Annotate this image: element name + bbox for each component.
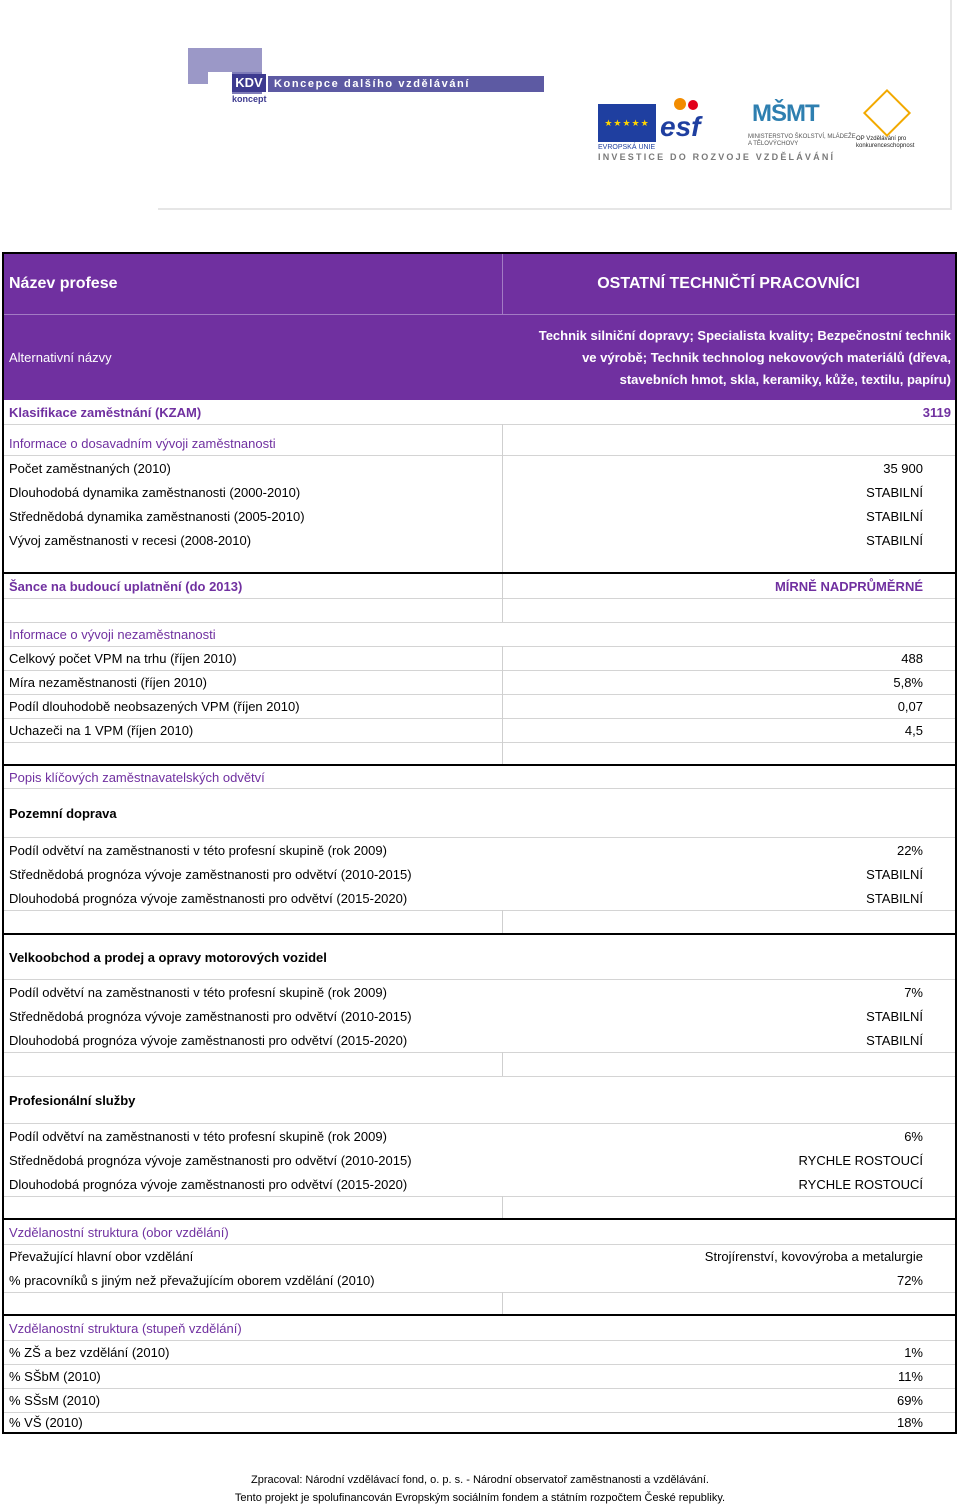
profession-name-row: [4, 254, 955, 314]
sector-name: Profesionální služby: [9, 1092, 136, 1108]
kzam-label: Klasifikace zaměstnání (KZAM): [9, 404, 202, 420]
alternative-names-row: [4, 315, 955, 400]
unemployment-title: Informace o vývoji nezaměstnanosti: [9, 626, 216, 642]
msmt-logo: MŠMT MINISTERSTVO ŠKOLSTVÍ, MLÁDEŽE A TĚLOVÝCHOVY: [748, 100, 856, 147]
employment-row: Střednědobá dynamika zaměstnanosti (2005-2010) STABILNÍ: [9, 508, 923, 524]
sector-row: Podíl odvětví na zaměstnanosti v této profesní skupině (rok 2009) 6%: [9, 1128, 923, 1144]
partner-logos: [598, 96, 938, 166]
chance-row: [4, 574, 955, 598]
unemployment-row: Míra nezaměstnanosti (říjen 2010) 5,8%: [9, 674, 923, 690]
sector-row: Dlouhodobá prognóza vývoje zaměstnanosti pro odvětví (2015-2020) RYCHLE ROSTOUCÍ: [9, 1176, 923, 1192]
kzam-row: [4, 400, 955, 424]
chance-value: MÍRNĚ NADPRŮMĚRNÉ: [774, 578, 923, 594]
employment-row: Vývoj zaměstnanosti v recesi (2008-2010) STABILNÍ: [9, 532, 923, 548]
education-level-row: % ZŠ a bez vzdělání (2010) 1%: [9, 1344, 923, 1360]
chance-label: Šance na budoucí uplatnění (do 2013): [9, 578, 243, 594]
sectors-title: Popis klíčových zaměstnavatelských odvětví: [9, 769, 265, 785]
kdv-strip: Koncepce dalšího vzdělávání: [268, 76, 544, 92]
sector-row: Střednědobá prognóza vývoje zaměstnanosti pro odvětví (2010-2015) STABILNÍ: [9, 1008, 923, 1024]
sector-name: Pozemní doprava: [9, 805, 117, 821]
sector-row: Střednědobá prognóza vývoje zaměstnanosti pro odvětví (2010-2015) RYCHLE ROSTOUCÍ: [9, 1152, 923, 1168]
kdv-sub: koncept: [232, 94, 267, 104]
kdv-mark: KDV: [232, 74, 266, 92]
education-level-row: % SŠsM (2010) 69%: [9, 1392, 923, 1408]
education-level-row: % SŠbM (2010) 11%: [9, 1368, 923, 1384]
profession-table: [2, 252, 957, 1434]
profession-name-value: OSTATNÍ TECHNIČTÍ PRACOVNÍCI: [597, 275, 860, 292]
sector-name: Velkoobchod a prodej a opravy motorových vozidel: [9, 949, 327, 965]
esf-logo: esf: [660, 98, 716, 144]
footer-credit: Zpracoval: Národní vzdělávací fond, o. p. s. - Národní observatoř zaměstnanosti a vzdělávání.: [251, 1474, 709, 1486]
employment-title: Informace o dosavadním vývoji zaměstnanosti: [9, 435, 276, 451]
unemployment-row: Podíl dlouhodobě neobsazených VPM (říjen 2010) 0,07: [9, 698, 923, 714]
education-field-row: % pracovníků s jiným než převažujícím oborem vzdělání (2010) 72%: [9, 1272, 923, 1288]
sector-row: Podíl odvětví na zaměstnanosti v této profesní skupině (rok 2009) 22%: [9, 842, 923, 858]
sector-row: Střednědobá prognóza vývoje zaměstnanosti pro odvětví (2010-2015) STABILNÍ: [9, 866, 923, 882]
eu-caption: EVROPSKÁ UNIE: [598, 144, 656, 151]
op-logo: OP Vzdělávání pro konkurenceschopnost: [856, 96, 926, 146]
employment-row: Počet zaměstnaných (2010) 35 900: [9, 460, 923, 476]
education-level-row: % VŠ (2010) 18%: [9, 1414, 923, 1430]
invest-slogan: INVESTICE DO ROZVOJE VZDĚLÁVÁNÍ: [598, 152, 836, 162]
alternative-names-value: Technik silniční dopravy; Specialista kvality; Bezpečnostní technik ve výrobě; Technik technolog nekovových materiálů (dřeva, stavebních hmot, skla, keramiky, kůže, textilu, papíru): [538, 327, 951, 387]
employment-row: Dlouhodobá dynamika zaměstnanosti (2000-2010) STABILNÍ: [9, 484, 923, 500]
unemployment-row: Uchazeči na 1 VPM (říjen 2010) 4,5: [9, 722, 923, 738]
sector-row: Dlouhodobá prognóza vývoje zaměstnanosti pro odvětví (2015-2020) STABILNÍ: [9, 1032, 923, 1048]
profession-name-label: Název profese: [9, 275, 118, 292]
education-level-title: Vzdělanostní struktura (stupeň vzdělání): [9, 1320, 242, 1336]
sector-row: Podíl odvětví na zaměstnanosti v této profesní skupině (rok 2009) 7%: [9, 984, 923, 1000]
education-field-title: Vzdělanostní struktura (obor vzdělání): [9, 1224, 229, 1240]
footer-funding: Tento projekt je spolufinancován Evropským sociálním fondem a státním rozpočtem České republiky.: [234, 1492, 726, 1504]
kzam-value: 3119: [922, 404, 951, 420]
alternative-names-label: Alternativní názvy: [9, 350, 112, 365]
education-field-row: Převažující hlavní obor vzdělání Strojírenství, kovovýroba a metalurgie: [9, 1248, 923, 1264]
eu-flag-icon: ★★★★★: [598, 104, 656, 142]
sector-row: Dlouhodobá prognóza vývoje zaměstnanosti pro odvětví (2015-2020) STABILNÍ: [9, 890, 923, 906]
header-banner: [158, 0, 952, 210]
kdv-logo: [188, 48, 471, 104]
unemployment-row: Celkový počet VPM na trhu (říjen 2010) 488: [9, 650, 923, 666]
